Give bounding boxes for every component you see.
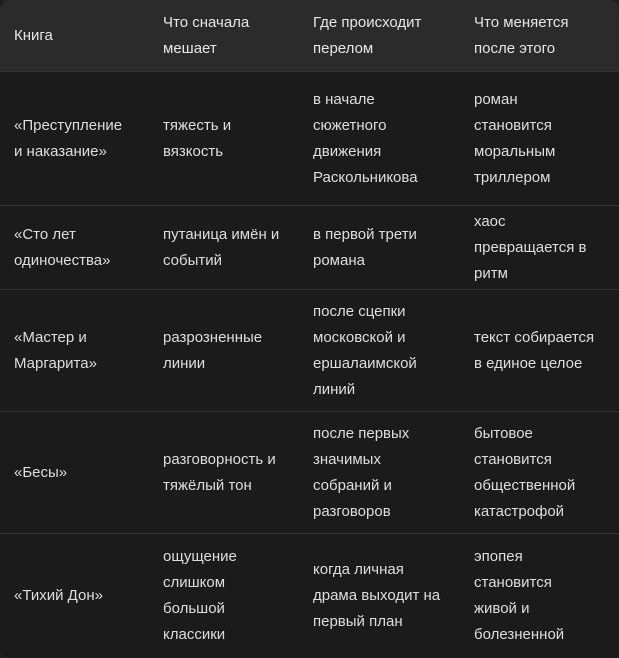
change-cell: роман становится моральным триллером (474, 90, 556, 186)
change-cell: эпопея становится живой и болезненной (474, 548, 565, 643)
header-turning-point: Где происходит перелом (313, 13, 422, 57)
book-cell: «Преступление и наказание» (14, 116, 123, 160)
header-initial-obstacle: Что сначала мешает (163, 13, 250, 57)
header-what-changes: Что меняется после этого (474, 13, 569, 57)
turning-point-cell: когда личная драма выходит на первый план (313, 561, 441, 630)
book-cell: «Сто лет одиночества» (14, 225, 111, 269)
turning-point-cell: после первых значимых собраний и разговоров (313, 424, 410, 520)
obstacle-cell: ощущение слишком большой классики (163, 548, 237, 643)
book-cell: «Мастер и Маргарита» (14, 328, 97, 372)
header-book: Книга (14, 26, 53, 44)
table-row (0, 412, 619, 534)
turning-point-cell: в начале сюжетного движения Раскольникова (313, 90, 418, 186)
book-cell: «Бесы» (14, 463, 68, 481)
table-row (0, 206, 619, 290)
obstacle-cell: разрозненные линии (163, 328, 263, 372)
turning-point-cell: в первой трети романа (313, 225, 417, 269)
table-header-row (0, 0, 619, 72)
table-row (0, 534, 619, 658)
obstacle-cell: путаница имён и событий (163, 225, 280, 269)
change-cell: текст собирается в единое целое (474, 328, 595, 372)
change-cell: бытовое становится общественной катастрофой (474, 424, 576, 520)
obstacle-cell: тяжесть и вязкость (163, 116, 232, 160)
change-cell: хаос превращается в ритм (474, 212, 587, 282)
table-row (0, 290, 619, 412)
obstacle-cell: разговорность и тяжёлый тон (163, 450, 276, 494)
book-cell: «Тихий Дон» (14, 587, 103, 604)
table-row (0, 72, 619, 206)
turning-point-cell: после сцепки московской и ершалаимской линий (313, 302, 417, 398)
